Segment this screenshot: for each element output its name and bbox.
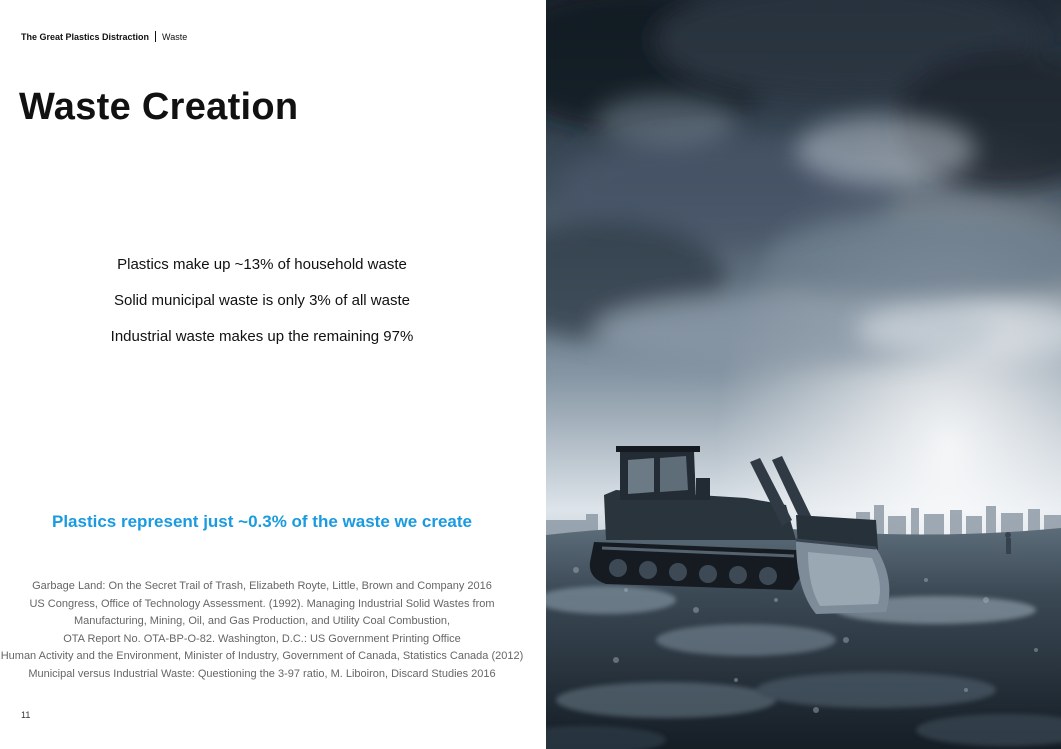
landfill-photo bbox=[546, 0, 1061, 749]
reference-item: US Congress, Office of Technology Assessment. (1992). Managing Industrial Solid Wastes from bbox=[29, 597, 495, 610]
reference-item: Garbage Land: On the Secret Trail of Trash, Elizabeth Royte, Little, Brown and Company 2016 bbox=[32, 580, 492, 592]
reference-item: Municipal versus Industrial Waste: Questioning the 3-97 ratio, M. Liboiron, Discard Studies 2016 bbox=[28, 667, 496, 680]
header-divider bbox=[155, 31, 156, 42]
reference-item: Manufacturing, Mining, Oil, and Gas Production, and Utility Coal Combustion, bbox=[73, 615, 450, 627]
highlight-statement: Plastics represent just ~0.3% of the waste we create bbox=[52, 512, 472, 531]
bulldozer-landfill-image bbox=[546, 0, 1061, 749]
reference-list bbox=[0, 578, 546, 683]
header-subsection: Waste bbox=[162, 32, 188, 42]
fact-list bbox=[0, 252, 524, 360]
fact-industrial-waste: Industrial waste makes up the remaining 97% bbox=[110, 328, 414, 345]
page-title: Waste Creation bbox=[19, 86, 299, 128]
fact-household-waste: Plastics make up ~13% of household waste bbox=[117, 256, 407, 273]
reference-item: OTA Report No. OTA-BP-O-82. Washington, D.C.: US Government Printing Office bbox=[63, 632, 461, 645]
header-section: The Great Plastics Distraction bbox=[21, 32, 150, 42]
page-number: 11 bbox=[21, 710, 31, 720]
fact-municipal-waste: Solid municipal waste is only 3% of all waste bbox=[114, 292, 410, 309]
header-breadcrumb bbox=[21, 31, 187, 42]
reference-item: Human Activity and the Environment, Minister of Industry, Government of Canada, Statistics Canada (2012) bbox=[0, 650, 524, 662]
